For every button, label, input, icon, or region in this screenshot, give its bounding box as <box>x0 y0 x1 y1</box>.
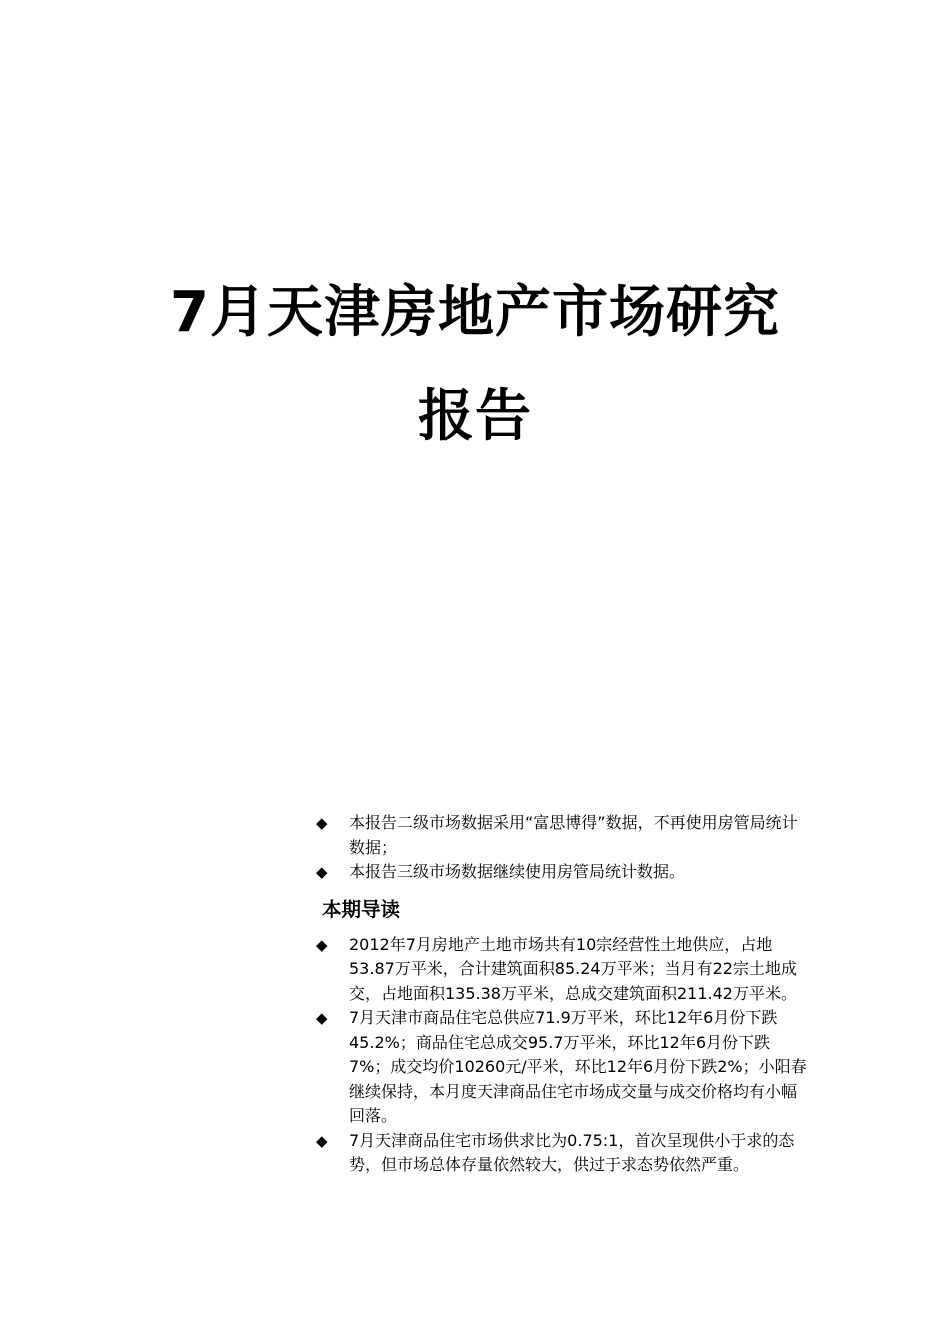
list-item <box>316 1129 810 1178</box>
report-title-line-2: 报告 <box>418 384 532 449</box>
report-content <box>316 811 810 1178</box>
diamond-bullet-icon: ◆ <box>316 1009 328 1027</box>
list-item <box>316 811 810 860</box>
diamond-bullet-icon: ◆ <box>316 935 328 954</box>
section-heading: 本期导读 <box>322 897 401 921</box>
note-text: 本报告二级市场数据采用“富思博得”数据，不再使用房管局统计数据； <box>349 813 798 857</box>
diamond-bullet-icon: ◆ <box>316 863 328 881</box>
summary-text: 2012年7月房地产土地市场共有10宗经营性土地供应，占地53.87万平米，合计建筑面积85.24万平米；当月有22宗土地成交，占地面积135.38万平米，总成交建筑面积211.42万平米。 <box>349 934 797 1003</box>
diamond-bullet-icon: ◆ <box>316 1131 328 1150</box>
diamond-bullet-icon: ◆ <box>316 814 328 832</box>
summary-text: 7月天津商品住宅市场供求比为0.75:1，首次呈现供小于求的态势，但市场总体存量依然较大，供过于求态势依然严重。 <box>349 1130 795 1174</box>
note-text: 本报告三级市场数据继续使用房管局统计数据。 <box>349 862 686 881</box>
list-item <box>316 1006 810 1129</box>
report-title-line-1: 7月天津房地产市场研究 <box>170 280 780 345</box>
data-source-notes <box>316 811 810 885</box>
list-item <box>316 860 810 885</box>
summary-text: 7月天津市商品住宅总供应71.9万平米，环比12年6月份下跌45.2%；商品住宅总成交95.7万平米，环比12年6月份下跌7%；成交均价10260元/平米，环比12年6月份下跌2%；小阳春继续保持，本月度天津商品住宅市场成交量与成交价格均有小幅回落。 <box>349 1008 807 1125</box>
list-item <box>316 933 810 1007</box>
summary-list <box>316 933 810 1178</box>
